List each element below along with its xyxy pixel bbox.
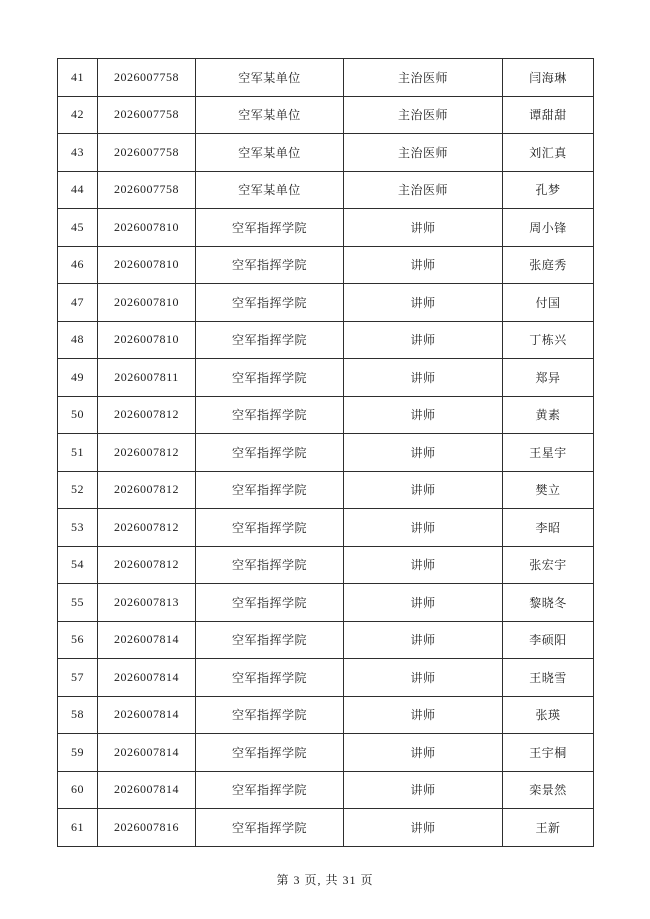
cell-name: 张宏宇 [503, 546, 594, 584]
cell-unit: 空军指挥学院 [196, 621, 344, 659]
table-row [58, 246, 594, 284]
cell-name: 周小锋 [503, 209, 594, 247]
page-footer: 第 3 页, 共 31 页 [276, 873, 374, 887]
cell-unit: 空军指挥学院 [196, 321, 344, 359]
table-row [58, 171, 594, 209]
cell-id: 2026007758 [98, 96, 196, 134]
table-row [58, 359, 594, 397]
cell-id: 2026007813 [98, 584, 196, 622]
cell-no: 46 [58, 246, 98, 284]
cell-no: 54 [58, 546, 98, 584]
cell-id: 2026007814 [98, 696, 196, 734]
cell-no: 53 [58, 509, 98, 547]
cell-id: 2026007810 [98, 209, 196, 247]
cell-id: 2026007810 [98, 246, 196, 284]
cell-id: 2026007812 [98, 471, 196, 509]
cell-title: 讲师 [344, 359, 503, 397]
table-row [58, 59, 594, 97]
cell-title: 讲师 [344, 734, 503, 772]
cell-no: 59 [58, 734, 98, 772]
cell-name: 刘汇真 [503, 134, 594, 172]
cell-unit: 空军指挥学院 [196, 434, 344, 472]
cell-title: 主治医师 [344, 134, 503, 172]
cell-id: 2026007811 [98, 359, 196, 397]
cell-name: 王晓雪 [503, 659, 594, 697]
cell-name: 付国 [503, 284, 594, 322]
cell-unit: 空军指挥学院 [196, 359, 344, 397]
cell-unit: 空军某单位 [196, 134, 344, 172]
cell-id: 2026007812 [98, 546, 196, 584]
cell-id: 2026007814 [98, 659, 196, 697]
cell-unit: 空军指挥学院 [196, 696, 344, 734]
cell-title: 主治医师 [344, 59, 503, 97]
table-row [58, 284, 594, 322]
cell-id: 2026007758 [98, 59, 196, 97]
cell-no: 43 [58, 134, 98, 172]
cell-no: 55 [58, 584, 98, 622]
cell-name: 闫海琳 [503, 59, 594, 97]
cell-name: 栾景然 [503, 771, 594, 809]
cell-no: 58 [58, 696, 98, 734]
cell-id: 2026007814 [98, 621, 196, 659]
cell-no: 50 [58, 396, 98, 434]
cell-unit: 空军指挥学院 [196, 659, 344, 697]
cell-title: 讲师 [344, 771, 503, 809]
cell-title: 讲师 [344, 809, 503, 847]
cell-no: 42 [58, 96, 98, 134]
cell-name: 黄素 [503, 396, 594, 434]
cell-title: 讲师 [344, 659, 503, 697]
cell-unit: 空军某单位 [196, 59, 344, 97]
cell-name: 王星宇 [503, 434, 594, 472]
table-row [58, 209, 594, 247]
cell-name: 王宇桐 [503, 734, 594, 772]
cell-title: 讲师 [344, 396, 503, 434]
cell-title: 讲师 [344, 696, 503, 734]
table-row [58, 471, 594, 509]
cell-unit: 空军某单位 [196, 96, 344, 134]
cell-unit: 空军指挥学院 [196, 734, 344, 772]
cell-name: 樊立 [503, 471, 594, 509]
table-row [58, 321, 594, 359]
table-row [58, 396, 594, 434]
cell-id: 2026007814 [98, 771, 196, 809]
table-row [58, 734, 594, 772]
cell-title: 讲师 [344, 509, 503, 547]
table-row [58, 696, 594, 734]
cell-unit: 空军指挥学院 [196, 546, 344, 584]
cell-id: 2026007816 [98, 809, 196, 847]
cell-unit: 空军指挥学院 [196, 284, 344, 322]
cell-title: 讲师 [344, 246, 503, 284]
cell-name: 丁栋兴 [503, 321, 594, 359]
cell-name: 李硕阳 [503, 621, 594, 659]
cell-unit: 空军指挥学院 [196, 509, 344, 547]
cell-unit: 空军某单位 [196, 171, 344, 209]
cell-id: 2026007814 [98, 734, 196, 772]
cell-name: 张瑛 [503, 696, 594, 734]
cell-name: 谭甜甜 [503, 96, 594, 134]
cell-unit: 空军指挥学院 [196, 771, 344, 809]
cell-unit: 空军指挥学院 [196, 471, 344, 509]
cell-no: 60 [58, 771, 98, 809]
cell-no: 41 [58, 59, 98, 97]
cell-title: 主治医师 [344, 171, 503, 209]
table-row [58, 434, 594, 472]
cell-name: 张庭秀 [503, 246, 594, 284]
cell-name: 王新 [503, 809, 594, 847]
table-row [58, 659, 594, 697]
cell-unit: 空军指挥学院 [196, 584, 344, 622]
cell-id: 2026007812 [98, 396, 196, 434]
cell-no: 52 [58, 471, 98, 509]
cell-title: 讲师 [344, 321, 503, 359]
cell-name: 黎晓冬 [503, 584, 594, 622]
table-row [58, 509, 594, 547]
table-row [58, 134, 594, 172]
cell-no: 47 [58, 284, 98, 322]
table-row [58, 96, 594, 134]
cell-unit: 空军指挥学院 [196, 396, 344, 434]
cell-no: 45 [58, 209, 98, 247]
cell-id: 2026007812 [98, 434, 196, 472]
cell-unit: 空军指挥学院 [196, 209, 344, 247]
roster-table-body [58, 59, 594, 847]
roster-table [57, 58, 594, 847]
cell-title: 讲师 [344, 546, 503, 584]
table-row [58, 771, 594, 809]
cell-id: 2026007812 [98, 509, 196, 547]
cell-title: 讲师 [344, 584, 503, 622]
table-row [58, 546, 594, 584]
cell-no: 51 [58, 434, 98, 472]
cell-no: 44 [58, 171, 98, 209]
cell-title: 主治医师 [344, 96, 503, 134]
cell-id: 2026007758 [98, 134, 196, 172]
cell-name: 李昭 [503, 509, 594, 547]
cell-no: 61 [58, 809, 98, 847]
cell-unit: 空军指挥学院 [196, 246, 344, 284]
cell-title: 讲师 [344, 284, 503, 322]
cell-title: 讲师 [344, 209, 503, 247]
cell-name: 郑异 [503, 359, 594, 397]
table-row [58, 809, 594, 847]
table-row [58, 621, 594, 659]
cell-title: 讲师 [344, 434, 503, 472]
cell-name: 孔梦 [503, 171, 594, 209]
cell-id: 2026007810 [98, 321, 196, 359]
cell-no: 57 [58, 659, 98, 697]
cell-title: 讲师 [344, 471, 503, 509]
cell-unit: 空军指挥学院 [196, 809, 344, 847]
cell-no: 48 [58, 321, 98, 359]
table-row [58, 584, 594, 622]
cell-id: 2026007758 [98, 171, 196, 209]
cell-no: 49 [58, 359, 98, 397]
cell-id: 2026007810 [98, 284, 196, 322]
cell-no: 56 [58, 621, 98, 659]
cell-title: 讲师 [344, 621, 503, 659]
